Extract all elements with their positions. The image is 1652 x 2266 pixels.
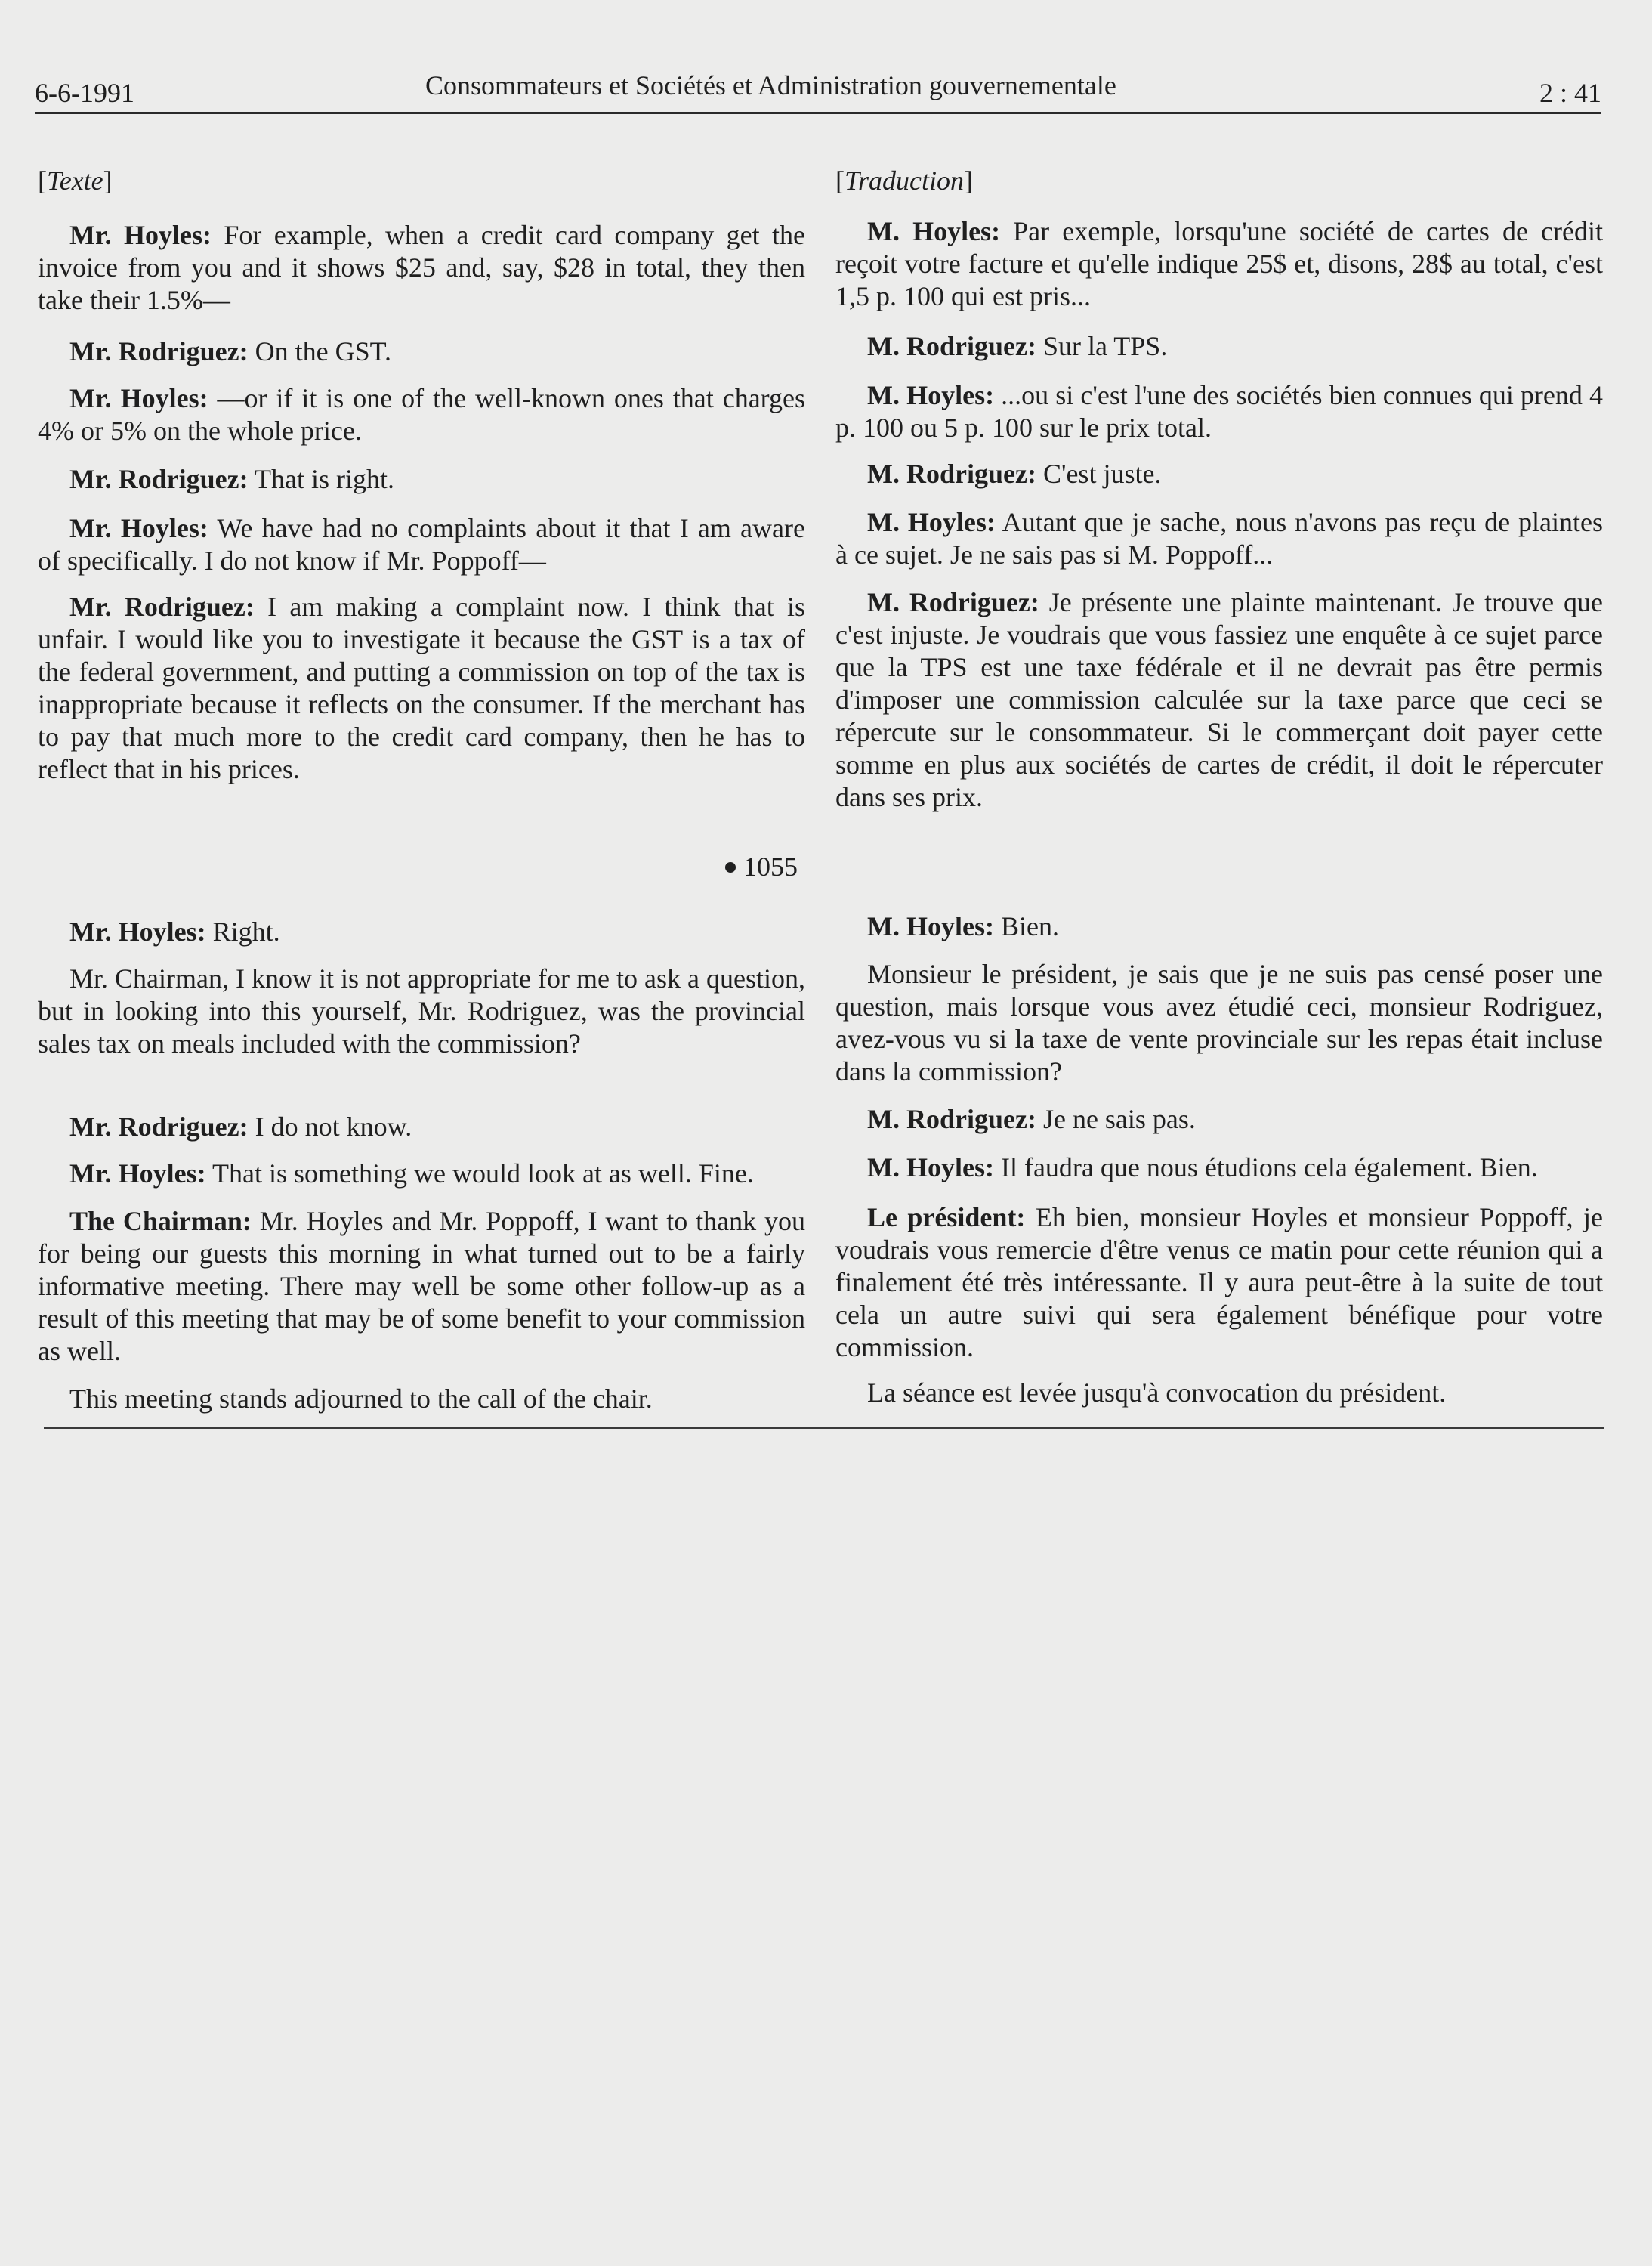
english-paragraph: Mr. Rodriguez: On the GST. [69,336,391,366]
french-paragraph: M. Hoyles: ...ou si c'est l'une des sociétés bien connues qui prend 4 p. 100 ou 5 p. 100 sur le prix total. [835,380,1603,443]
header-title: Consommateurs et Sociétés et Administration gouvernementale [425,70,1116,100]
header-date: 6-6-1991 [35,78,134,108]
english-paragraph: Mr. Hoyles: —or if it is one of the well-known ones that charges 4% or 5% on the whole price. [38,383,805,446]
french-paragraph: M. Hoyles: Bien. [867,911,1059,941]
english-section-tag: [Texte] [38,165,113,196]
french-paragraph: Le président: Eh bien, monsieur Hoyles et monsieur Poppoff, je voudrais vous remercie d'être venus ce matin pour cette réunion qui a finalement été très intéressante. Il y aura peut-être à la suite de tout cela un autre suivi qui sera également bénéfique pour votre commission. [835,1202,1603,1362]
french-paragraph: M. Rodriguez: Je présente une plainte maintenant. Je trouve que c'est injuste. Je voudrais que vous fassiez une enquête à ce sujet parce que la TPS est une taxe fédérale et il ne devrait pas être permis d'imposer une commission calculée sur la taxe parce que ceci se répercute sur le consommateur. Si le commerçant doit payer cette somme en plus aux sociétés de cartes de crédit, il doit le répercuter dans ses prix. [835,587,1603,812]
english-paragraph: Mr. Rodriguez: I do not know. [69,1111,412,1142]
french-paragraph: M. Hoyles: Il faudra que nous étudions cela également. Bien. [867,1152,1538,1182]
french-paragraph: M. Rodriguez: Je ne sais pas. [867,1104,1196,1134]
english-paragraph: Mr. Hoyles: For example, when a credit card company get the invoice from you and it shows $25 and, say, $28 in total, they then take their 1.5%— [38,220,805,315]
french-paragraph: M. Hoyles: Autant que je sache, nous n'avons pas reçu de plaintes à ce sujet. Je ne sais pas si M. Poppoff... [835,507,1603,570]
header-rule [35,112,1601,114]
french-paragraph: La séance est levée jusqu'à convocation du président. [867,1377,1447,1408]
english-paragraph: Mr. Rodriguez: That is right. [69,464,394,494]
english-paragraph: Mr. Hoyles: We have had no complaints about it that I am aware of specifically. I do not know if Mr. Poppoff— [38,513,805,576]
time-marker: 1055 [725,851,798,883]
french-paragraph: M. Rodriguez: C'est juste. [867,459,1162,489]
english-paragraph: Mr. Chairman, I know it is not appropriate for me to ask a question, but in looking into this yourself, Mr. Rodriguez, was the provincial sales tax on meals included with the commission? [38,963,805,1059]
bullet-icon [725,862,736,873]
english-paragraph: The Chairman: Mr. Hoyles and Mr. Poppoff, I want to thank you for being our guests this morning in what turned out to be a fairly informative meeting. There may well be some other follow-up as a result of this meeting that may be of some benefit to your commission as well. [38,1206,805,1366]
english-paragraph: Mr. Hoyles: That is something we would look at as well. Fine. [69,1158,754,1189]
french-paragraph: Monsieur le président, je sais que je ne suis pas censé poser une question, mais lorsque vous avez étudié ceci, monsieur Rodriguez, avez-vous vu si la taxe de vente provinciale sur les repas était incluse dans la commission? [835,959,1603,1087]
french-paragraph: M. Rodriguez: Sur la TPS. [867,331,1168,361]
closing-rule [44,1427,1604,1429]
french-section-tag: [Traduction] [835,165,974,196]
english-paragraph: Mr. Rodriguez: I am making a complaint now. I think that is unfair. I would like you to investigate it because the GST is a tax of the federal government, and putting a commission on top of the tax is inappropriate because it reflects on the consumer. If the merchant has to pay that much more to the credit card company, then he has to reflect that in his prices. [38,592,806,784]
page-header [35,70,1601,113]
header-page-number: 2 : 41 [1539,78,1601,108]
english-paragraph: This meeting stands adjourned to the call of the chair. [69,1383,653,1414]
french-paragraph: M. Hoyles: Par exemple, lorsqu'une société de cartes de crédit reçoit votre facture et qu'elle indique 25$ et, disons, 28$ au total, c'est 1,5 p. 100 qui est pris... [835,216,1603,311]
english-paragraph: Mr. Hoyles: Right. [69,917,280,947]
